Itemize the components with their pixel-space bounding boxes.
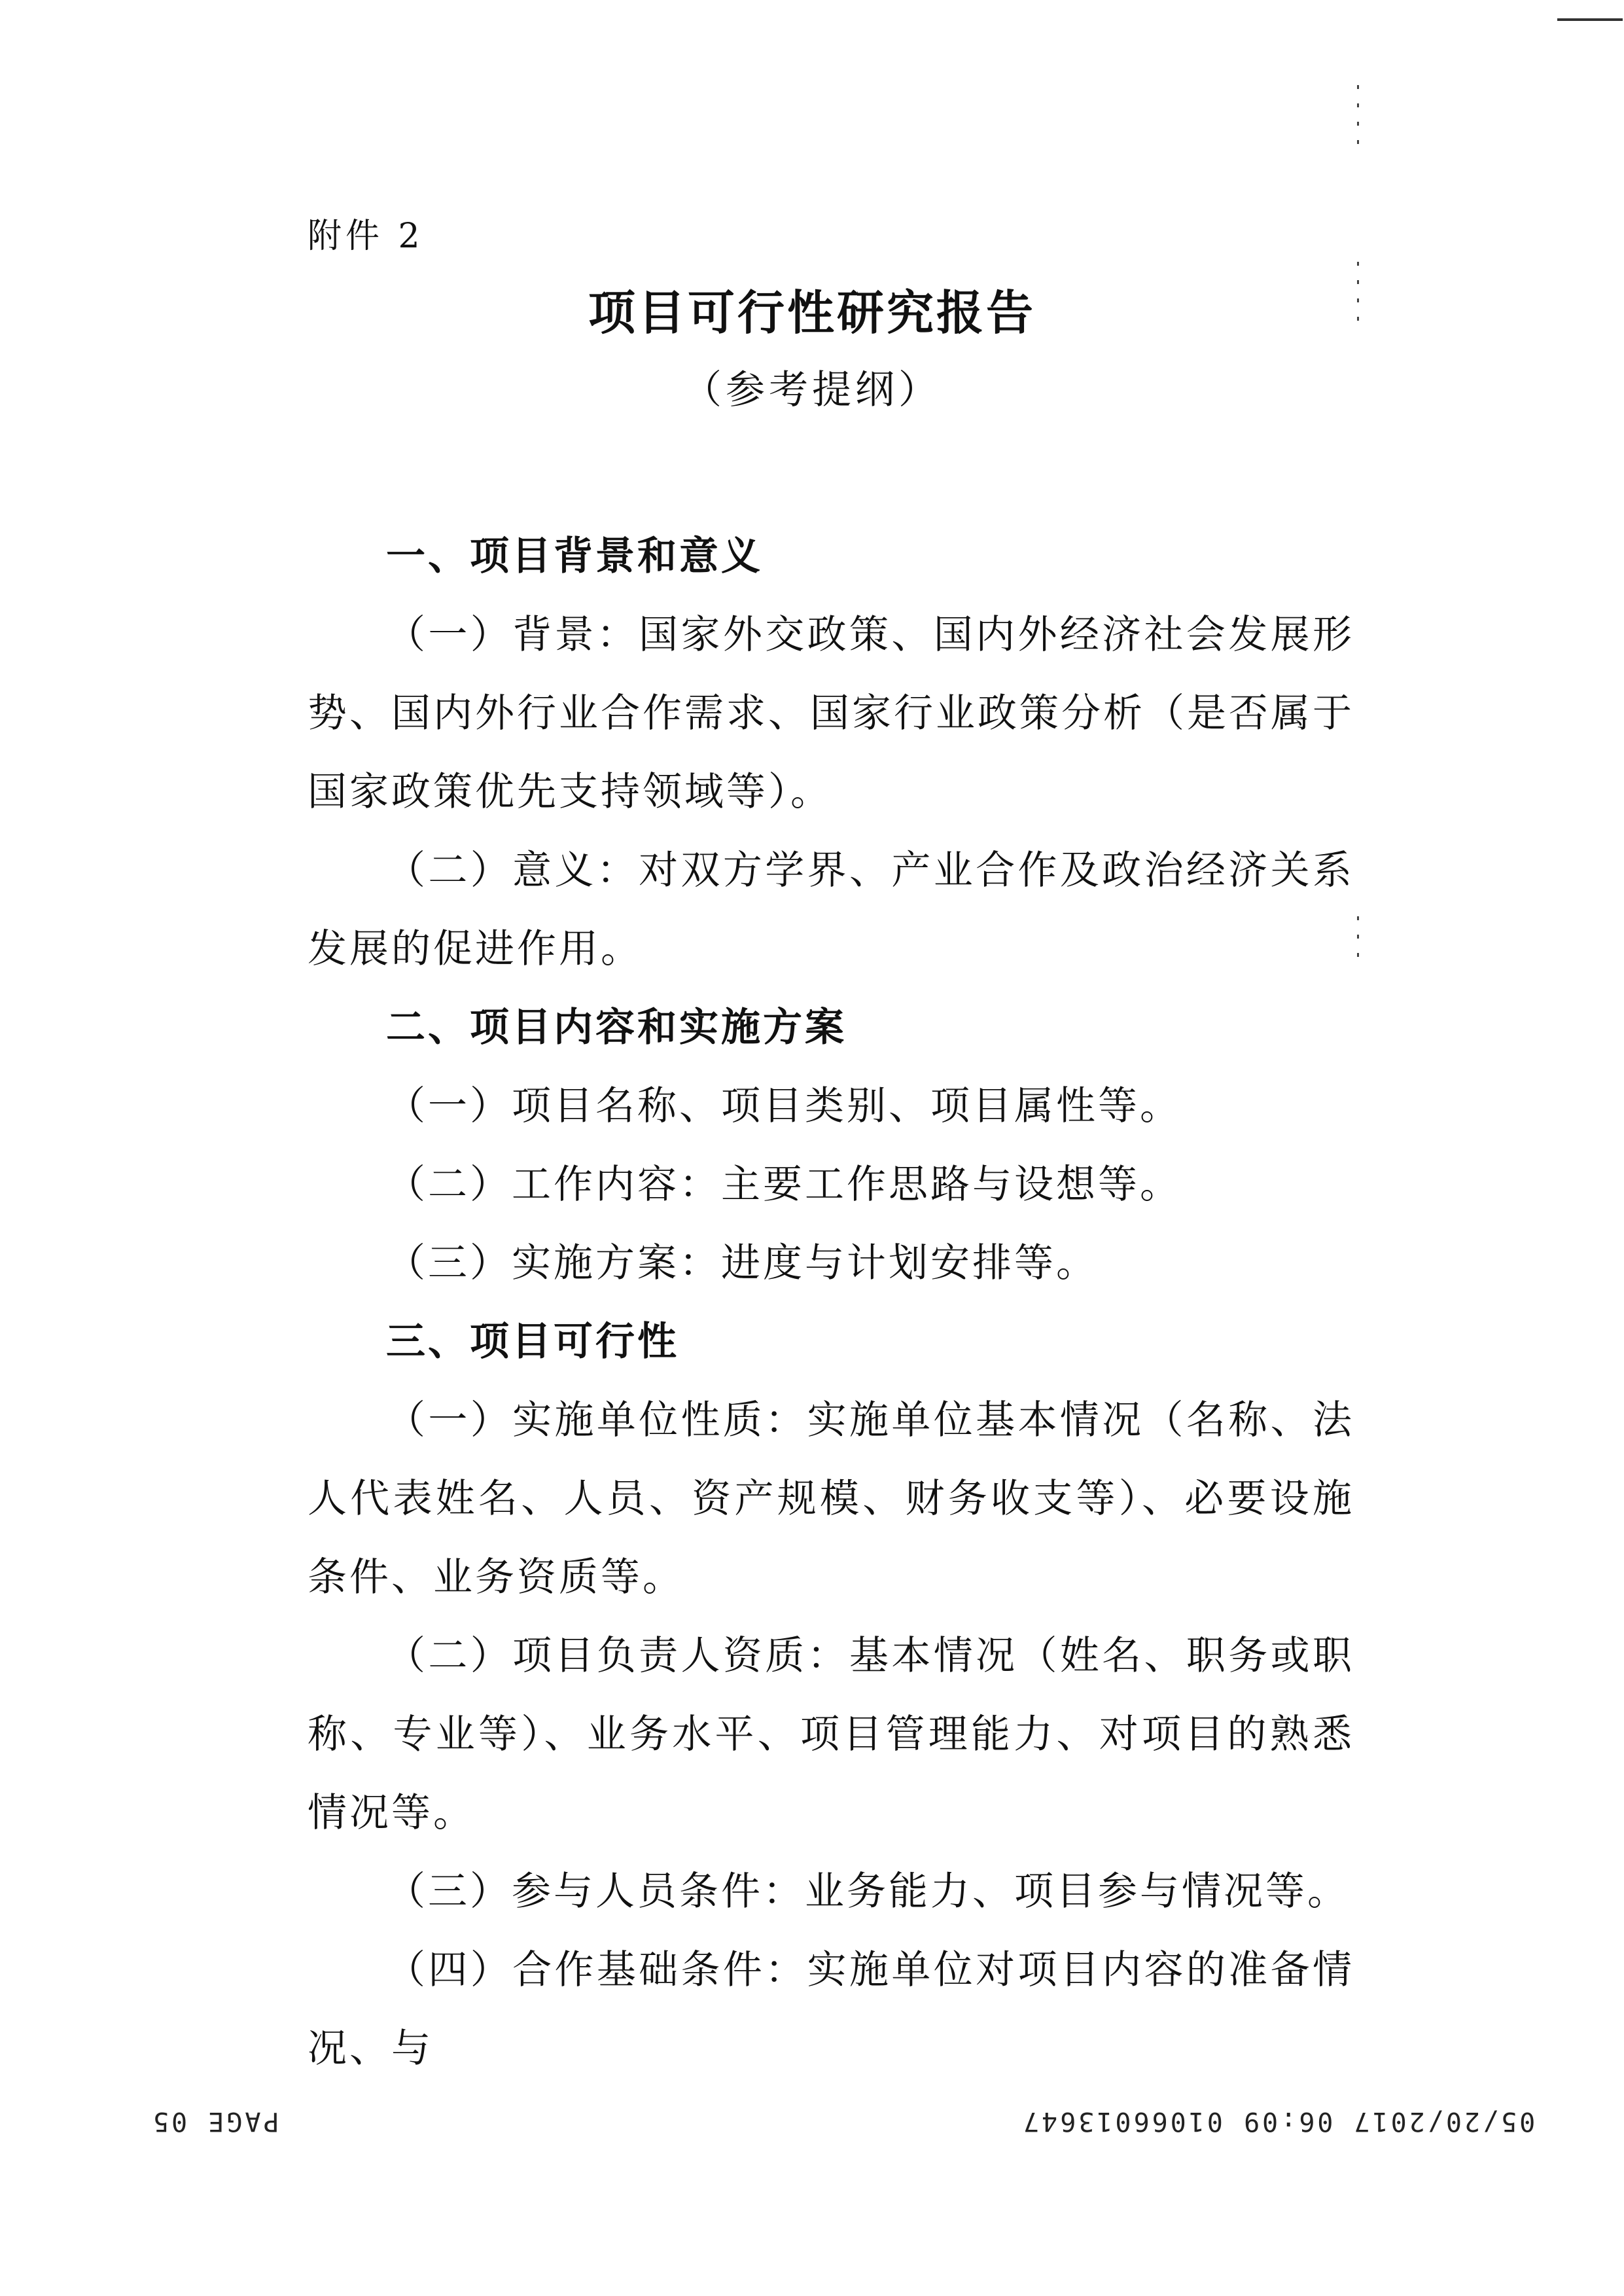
section-heading: 三、项目可行性 bbox=[386, 1319, 679, 1365]
document-title: 项目可行性研究报告 bbox=[588, 285, 1036, 340]
paragraph: （四）合作基础条件：实施单位对项目内容的准备情况、与 bbox=[308, 1947, 1354, 2072]
paragraph: （二）意义：对双方学界、产业合作及政治经济关系发展的促进作用。 bbox=[308, 848, 1354, 972]
paragraph: （二）工作内容：主要工作思路与设想等。 bbox=[386, 1162, 1182, 1208]
scan-artifact bbox=[1357, 85, 1359, 157]
paragraph: （一）项目名称、项目类别、项目属性等。 bbox=[386, 1083, 1182, 1129]
paragraph: （二）项目负责人资质：基本情况（姓名、职务或职称、专业等）、业务水平、项目管理能力、对项目的熟悉情况等。 bbox=[308, 1633, 1354, 1836]
paragraph: （三）实施方案：进度与计划安排等。 bbox=[386, 1240, 1098, 1286]
document-body bbox=[308, 517, 1354, 2088]
section-heading: 二、项目内容和实施方案 bbox=[386, 1005, 847, 1050]
document-subtitle: （参考提纲） bbox=[682, 367, 942, 413]
paragraph: （一）背景：国家外交政策、国内外经济社会发展形势、国内外行业合作需求、国家行业政策分析（是否属于国家政策优先支持领域等）。 bbox=[308, 612, 1354, 815]
paragraph: （一）实施单位性质：实施单位基本情况（名称、法人代表姓名、人员、资产规模、财务收支等）、必要设施条件、业务资质等。 bbox=[308, 1397, 1354, 1600]
scan-artifact bbox=[1357, 916, 1359, 962]
attachment-label: 附件 2 bbox=[308, 217, 424, 256]
fax-timestamp: 05/20/2017 06:09 01066013647 bbox=[1021, 2106, 1536, 2136]
scan-mark bbox=[1557, 18, 1623, 21]
section-heading: 一、项目背景和意义 bbox=[386, 533, 763, 579]
fax-page-number: PAGE 05 bbox=[150, 2106, 279, 2136]
paragraph: （三）参与人员条件：业务能力、项目参与情况等。 bbox=[386, 1869, 1349, 1914]
